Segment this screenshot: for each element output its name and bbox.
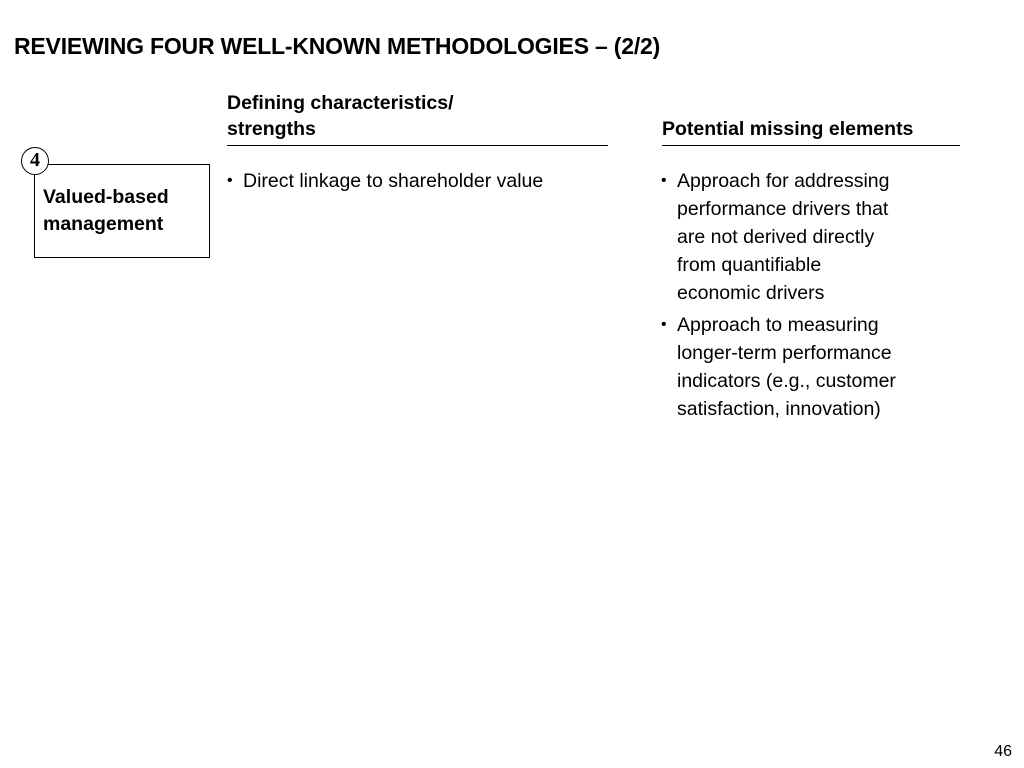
methodology-label-line: management (43, 213, 164, 235)
strengths-header-line: Defining characteristics/ (227, 92, 454, 114)
bullet-icon: • (661, 172, 667, 189)
bullet-text (677, 167, 889, 307)
bullet-text-line: Direct linkage to shareholder value (243, 170, 544, 192)
methodology-label (43, 184, 169, 238)
missing-elements-bullet-item (661, 311, 961, 423)
strengths-bullet-list (227, 167, 617, 199)
bullet-text-line: Approach to measuring (677, 314, 879, 336)
bullet-text-line: indicators (e.g., customer (677, 370, 896, 392)
bullet-text-line: performance drivers that (677, 198, 889, 220)
bullet-text-line: satisfaction, innovation) (677, 398, 881, 420)
bullet-text-line: from quantifiable (677, 254, 822, 276)
methodology-box (34, 164, 210, 258)
slide-title: REVIEWING FOUR WELL-KNOWN METHODOLOGIES – (2/2) (14, 33, 661, 59)
methodology-number-badge: 4 (21, 147, 49, 175)
missing-elements-bullet-item (661, 167, 961, 307)
missing-elements-column-header: Potential missing elements (662, 116, 960, 146)
strengths-column-header (227, 90, 608, 146)
bullet-text-line: are not derived directly (677, 226, 875, 248)
bullet-icon: • (661, 316, 667, 333)
missing-elements-bullet-list (661, 167, 961, 427)
methodology-label-line: Valued-based (43, 186, 169, 208)
bullet-text-line: longer-term performance (677, 342, 892, 364)
bullet-text (677, 311, 896, 423)
strengths-bullet-item (227, 167, 617, 195)
bullet-text (243, 167, 543, 195)
bullet-text-line: economic drivers (677, 282, 825, 304)
page-number: 46 (994, 743, 1012, 760)
strengths-header-line: strengths (227, 118, 316, 140)
bullet-icon: • (227, 172, 233, 189)
bullet-text-line: Approach for addressing (677, 170, 890, 192)
